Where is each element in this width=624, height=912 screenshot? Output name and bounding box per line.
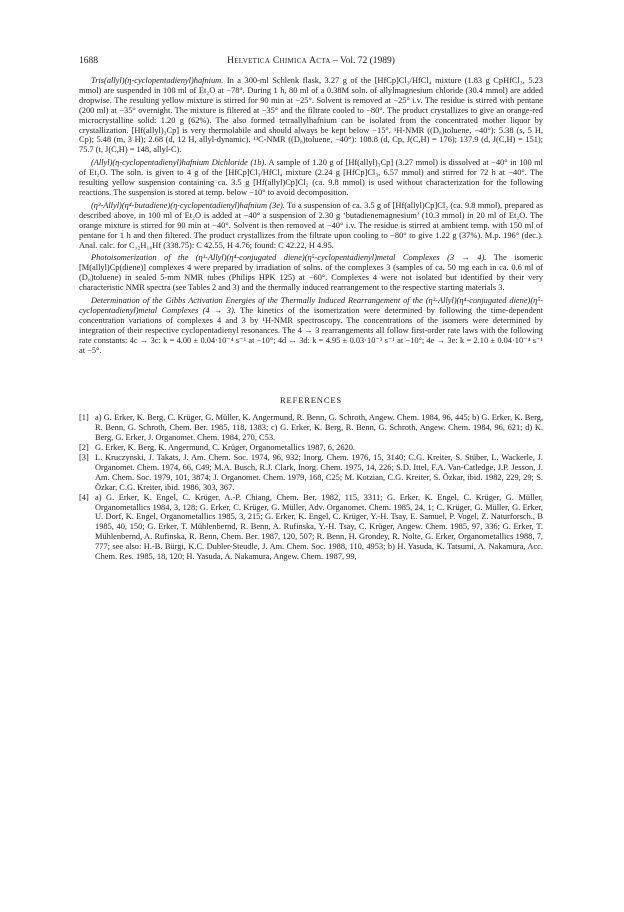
procedure-title: Determination of the Gibbs Activation Energies of the Thermally Induced Rearrangement of the (η³-Allyl)(η⁴-conjugated diene)(η⁵-cyclopentadienyl)metal Complexes (4 → 3).	[79, 296, 543, 315]
procedure-paragraph	[79, 296, 543, 355]
reference-entry	[79, 413, 543, 443]
reference-number: [2]	[79, 443, 89, 453]
procedure-text: To a suspension of ca. 3.5 g of [Hf(allyl)Cp]Cl₂ (ca. 9.8 mmol), prepared as described above, in 100 ml of Et₂O is added at −40° a suspension of 2.30 g ‘butadienemagnesium’ (10.3 mmol) in 20 ml of Et₂O. The orange mixture is stirred for 90 min at −40°. Solvent is then removed at −40° i.v. The residue is stirred at ambient temp. with 150 ml of pentane for 1 h and then filtered. The product crystallizes from the filtrate upon cooling to −80° to give 1.22 g (37%). M.p. 196° (dec.). Anal. calc. for C₁₂H₁₆Hf (338.75): C 42.55, H 4.76; found: C 42.22, H 4.95.	[79, 200, 543, 250]
procedure-title: Tris(allyl)(η-cyclopentadienyl)hafnium.	[91, 76, 224, 85]
reference-text: L. Kruczynski, J. Takats, J. Am. Chem. Soc. 1974, 96, 932; Inorg. Chem. 1976, 15, 3140; C.G. Kreiter, S. Stüber, L. Wackerle, J. Organomet. Chem. 1974, 66, C49; M.A. Busch, R.J. Clark, Inorg. Chem. 1975, 14, 226; S.D. Ittel, F.A. Van-Catledge, J.P. Jesson, J. Am. Chem. Soc. 1979, 101, 3874; J. Organomet. Chem. 1979, 168, C25; M. Kotzian, C.G. Kreiter, S. Özkar, ibid. 1982, 229, 29; S. Özkar, C.G. Kreiter, ibid. 1986, 303, 367.	[95, 453, 543, 492]
procedure-text: The isomeric [M(allyl)Cp(diene)] complexes 4 were prepared by irradiation of solns. of the complexes 3 (samples of ca. 50 mg each in ca. 0.6 ml of (D₈)toluene) in sealed 5-mm NMR tubes (Philips HPK 125) at −60°. Complexes 4 were not isolated but identified by their very characteristic NMR spectra (see Tables 2 and 3) and the thermally induced rearrangement to the respective starting materials 3.	[79, 253, 543, 293]
procedure-paragraph	[79, 201, 543, 251]
procedure-paragraph	[79, 76, 543, 155]
reference-number: [3]	[79, 453, 89, 462]
procedure-title: (Allyl)(η-cyclopentadienyl)hafnium Dichloride (1b).	[91, 158, 267, 168]
journal-name: Helvetica Chimica Acta	[227, 56, 331, 66]
reference-number: [4]	[79, 492, 89, 502]
reference-number: [1]	[79, 413, 89, 423]
journal-title	[79, 56, 543, 66]
procedure-paragraph	[79, 158, 543, 198]
page-number: 1688	[79, 56, 98, 66]
reference-entry	[79, 453, 543, 493]
procedure-text: In a 300-ml Schlenk flask, 3.27 g of the [HfCp]Cl₃/HfCl₄ mixture (1.83 g CpHfCl₃, 5.23 mmol) are suspended in 100 ml of Et₂O at −78°. During 1 h, 80 ml of a 0.38M soln. of allylmagnesium chloride (30.4 mmol) are added dropwise. The resulting yellow mixture is stirred for 90 min at −25°. Solvent is removed at −25° i.v. The residue is stirred with pentane (200 ml) at −35° overnight. The mixture is filtered at −35° and the filtrate cooled to −80°. The product crystallizes to give an orange-red microcrystalline solid: 1.20 g (62%). The also formed tetraallylhafnium can be isolated from the concentrated mother liquor by crystallization. [Hf(allyl)₃Cp] is very thermolabile and should always be kept below −15°. ¹H-NMR ((D₈)toluene, −40°): 5.38 (s, 5 H, Cp); 5.48 (m, 3 H); 2.68 (d, 12 H, allyl-dynamic). ¹³C-NMR ((D₈)toluene, −40°): 108.8 (d, Cp, J(C,H) = 176); 137.9 (d, J(C,H) = 151); 75.7 (t, J(C,H) = 148, allyl-C).	[79, 76, 543, 155]
article-body	[79, 76, 543, 562]
reference-text: a) G. Erker, K. Engel, C. Krüger, A.-P. Chiang, Chem. Ber. 1982, 115, 3311; G. Erker, K. Engel, C. Krüger, G. Müller, Organometallics 1984, 3, 128; G. Erker, C. Krüger, G. Müller, Adv. Organomet. Chem. 1985, 24, 1; C. Krüger, G. Müller, G. Erker, U. Dorf, K. Engel, Organometallics 1985, 3, 215; G. Erker, K. Engel, C. Krüger, Y.-H. Tsay, E. Samuel, P. Vogel, Z. Naturforsch., B 1985, 40, 150; G. Erker, T. Mühlenbernd, R. Benn, A. Rufinska, Y.-H. Tsay, C. Krüger, Angew. Chem. 1985, 97, 336; G. Erker, T. Mühlenbernd, A. Rufinska, R. Benn, Chem. Ber. 1987, 120, 507; R. Benn, H. Grondey, R. Nolte, G. Erker, Organometallics 1988, 7, 777; see also: H.-B. Bürgi, K.C. Dubler-Steudle, J. Am. Chem. Soc. 1988, 110, 4953; b) H. Yasuda, K. Tatsumi, A. Nakamura, Acc. Chem. Res. 1985, 18, 120; H. Yasuda, A. Nakamura, Angew. Chem. 1987, 99,	[95, 492, 543, 562]
running-header	[79, 56, 543, 70]
reference-text: a) G. Erker, K. Berg, C. Krüger, G. Müller, K. Angermund, R. Benn, G. Schroth, Angew. Chem. 1984, 96, 445; b) G. Erker, K. Berg, R. Benn, G. Schroth, Chem. Ber. 1985, 118, 1383; c) G. Erker, K. Berg, R. Benn, G. Schroth, Angew. Chem. 1984, 96, 621; d) K. Berg, G. Erker, J. Organomet. Chem. 1984, 270, C53.	[95, 413, 543, 443]
reference-entry	[79, 443, 543, 453]
procedure-text: A sample of 1.20 g of [Hf(allyl)₃Cp] (3.27 mmol) is dissolved at −40° in 100 ml of Et₂O. The soln. is given to 4 g of the [HfCp]Cl₃/HfCl₄ mixture (2.24 g [HfCp]Cl₃, 6.57 mmol) and stirred for 72 h at −40°. The resulting yellow suspension containing ca. 3.5 g [Hf(allyl)Cp]Cl₂ (ca. 9.8 mmol) is used without characterization for the following reactions. The suspension is stored at temp. below −10° to avoid decomposition.	[79, 158, 544, 197]
procedure-title: (η³-Allyl)(η⁴-butadiene)(η-cyclopentadienyl)hafnium (3e).	[91, 200, 285, 210]
journal-volume: – Vol. 72 (1989)	[330, 56, 395, 66]
references-heading: REFERENCES	[280, 395, 342, 406]
reference-text: G. Erker, K. Berg, K. Angermund, C. Krüger, Organometallics 1987, 6, 2620.	[95, 443, 355, 453]
procedure-title: Photoisomerization of the (η³-Allyl)(η⁴-conjugated diene)(η⁵-cyclopentadienyl)metal Complexes (3 → 4).	[91, 253, 487, 263]
procedure-text: The kinetics of the isomerization were determined by following the time-dependent concentration variations of complexes 4 and 3 by ¹H-NMR spectroscopy. The concentrations of the isomers were determined by integration of their respective cyclopentadienyl resonances. The 4 → 3 rearrangements all follow first-order rate laws with the following rate constants: 4c → 3c: k = 4.00 ± 0.04·10⁻⁴ s⁻¹ at −10°; 4d → 3d: k = 4.95 ± 0.03·10⁻³ s⁻¹ at −10°; 4e → 3e: k = 2.10 ± 0.04·10⁻⁴ s⁻¹ at −5°.	[79, 305, 543, 355]
procedure-paragraph	[79, 253, 543, 293]
reference-entry	[79, 493, 543, 562]
